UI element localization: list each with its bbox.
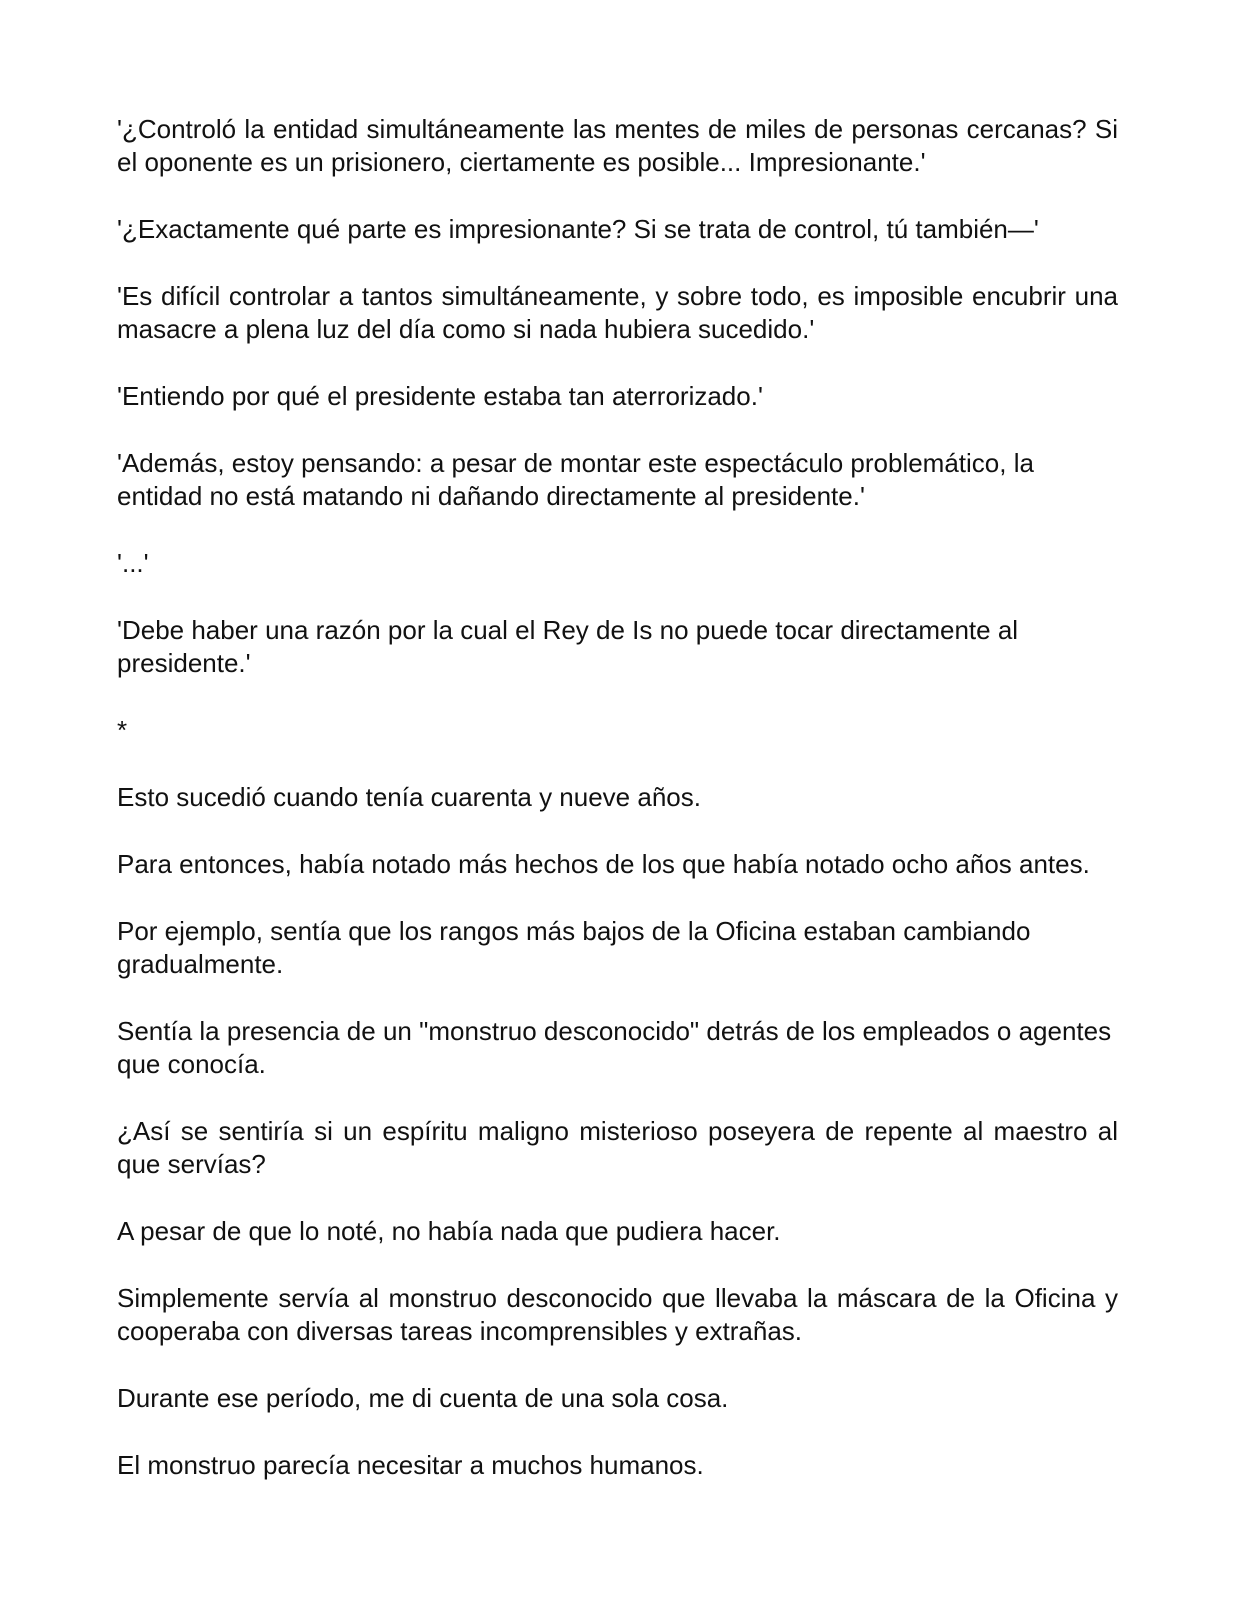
paragraph: Por ejemplo, sentía que los rangos más bajos de la Oficina estaban cambiando gradualmente. [117, 916, 1031, 979]
paragraph: Durante ese período, me di cuenta de una sola cosa. [117, 1383, 729, 1413]
paragraph: 'Debe haber una razón por la cual el Rey de Is no puede tocar directamente al presidente.' [117, 615, 1019, 678]
paragraph: Sentía la presencia de un "monstruo desconocido" detrás de los empleados o agentes que conocía. [117, 1016, 1112, 1079]
paragraph: '¿Exactamente qué parte es impresionante? Si se trata de control, tú también—' [117, 214, 1039, 244]
body-text [117, 113, 1118, 1516]
paragraph: 'Es difícil controlar a tantos simultáneamente, y sobre todo, es imposible encubrir una masacre a plena luz del día como si nada hubiera sucedido.' [117, 281, 1118, 344]
section-separator: * [117, 715, 128, 745]
paragraph: 'Entiendo por qué el presidente estaba tan aterrorizado.' [117, 381, 763, 411]
paragraph: Esto sucedió cuando tenía cuarenta y nueve años. [117, 782, 701, 812]
paragraph: Simplemente servía al monstruo desconocido que llevaba la máscara de la Oficina y cooperaba con diversas tareas incomprensibles y extrañas. [117, 1283, 1118, 1346]
paragraph: '¿Controló la entidad simultáneamente las mentes de miles de personas cercanas? Si el oponente es un prisionero, ciertamente es posible... Impresionante.' [117, 114, 1118, 177]
paragraph: '...' [117, 548, 149, 578]
paragraph: ¿Así se sentiría si un espíritu maligno misterioso poseyera de repente al maestro al que servías? [117, 1116, 1118, 1179]
paragraph: A pesar de que lo noté, no había nada que pudiera hacer. [117, 1216, 781, 1246]
paragraph: El monstruo parecía necesitar a muchos humanos. [117, 1450, 704, 1480]
paragraph: Para entonces, había notado más hechos de los que había notado ocho años antes. [117, 849, 1090, 879]
paragraph: 'Además, estoy pensando: a pesar de montar este espectáculo problemático, la entidad no está matando ni dañando directamente al presidente.' [117, 448, 1034, 511]
